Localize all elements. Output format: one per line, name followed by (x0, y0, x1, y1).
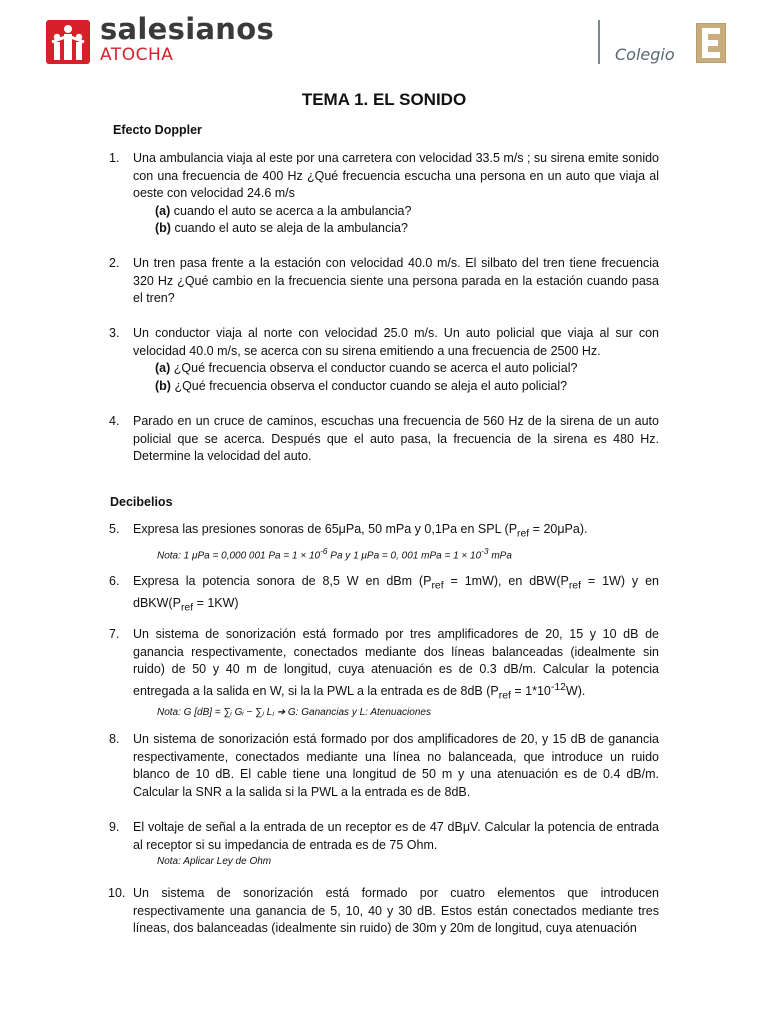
subscript: ref (517, 528, 530, 540)
question-note (157, 543, 659, 564)
question-part-a (155, 360, 659, 378)
subscript: ref (180, 602, 194, 614)
question-number: 10. (108, 886, 126, 900)
part-label: (b) (155, 378, 171, 393)
question-note: Nota: G [dB] = ∑ᵢ Gᵢ − ∑ⱼ Lⱼ ➔ G: Ganancias y L: Atenuaciones (157, 706, 431, 718)
part-text: ¿Qué frecuencia observa el conductor cuando se acerca el auto policial? (170, 361, 578, 375)
salesianos-logo-icon (46, 20, 90, 64)
subscript: ref (568, 580, 581, 592)
question-3 (109, 325, 659, 395)
question-part-a (155, 203, 659, 221)
section-heading-decibelios: Decibelios (110, 495, 173, 509)
question-text: Un sistema de sonorización está formado por cuatro elementos que introducen respectivamente una ganancia de 5, 10, 40 y 30 dB. Estos están conectados mediante tres líneas, dos balanceadas (idealmente sin ruido) de 30m y 20m de longitud, cuya atenuación (133, 886, 659, 935)
question-text: Una ambulancia viaja al este por una carretera con velocidad 33.5 m/s ; su sirena emite sonido con una frecuencia de 400 Hz ¿Qué frecuencia escucha una persona en un auto que viaja al oeste con velocidad 24.6 m/s (133, 151, 659, 200)
question-2 (109, 255, 659, 308)
question-number: 6. (109, 574, 120, 588)
text-part: = 1W) y en dBKW(P (133, 574, 659, 610)
part-text: cuando el auto se acerca a la ambulancia? (170, 203, 412, 218)
question-5 (109, 521, 659, 564)
superscript: -12 (550, 681, 566, 693)
colegio-e-logo-icon (696, 23, 726, 63)
superscript: -3 (481, 546, 489, 556)
text-part: = 20μPa). (529, 522, 588, 536)
question-1 (109, 150, 659, 238)
header-divider (598, 20, 600, 64)
question-text (133, 626, 659, 705)
subscript: ref (498, 690, 511, 702)
note-part: mPa (488, 550, 512, 562)
question-text: Un sistema de sonorización está formado por dos amplificadores de 20, y 15 dB de ganancia respectivamente, conectados mediante una línea no balanceada, que introduce un ruido blanco de 10 dB. El cable tiene una longitud de 50 m y una atenuación es de 0.4 dB/m. Calcular la SNR a la salida si la PWL a la entrada es de 8dB. (133, 732, 659, 799)
part-label: (a) (155, 361, 171, 375)
text-part: = 1mW), en dBW(P (443, 574, 569, 588)
part-text: cuando el auto se aleja de la ambulancia? (170, 221, 408, 235)
question-number: 5. (109, 522, 120, 536)
question-text: Parado en un cruce de caminos, escuchas una frecuencia de 560 Hz de la sirena de un auto policial que se acerca. Después que el auto pasa, la frecuencia de la sirena es 480 Hz. Determine la velocidad del auto. (133, 414, 659, 463)
colegio-label: Colegio (615, 45, 675, 64)
page-title: TEMA 1. EL SONIDO (301, 90, 467, 109)
question-8 (109, 731, 659, 801)
text-part: Expresa la potencia sonora de 8,5 W en dBm (P (133, 574, 432, 588)
question-number: 9. (109, 820, 120, 834)
question-10 (109, 885, 659, 938)
part-label: (a) (155, 203, 171, 218)
question-4 (109, 413, 659, 466)
subscript: ref (431, 580, 444, 592)
question-number: 1. (109, 151, 120, 165)
question-text (133, 573, 659, 617)
question-number: 7. (109, 627, 120, 641)
text-part: = 1*10 (510, 683, 551, 698)
question-part-b (155, 220, 659, 238)
question-text: Un tren pasa frente a la estación con velocidad 40.0 m/s. El silbato del tren tiene frecuencia 320 Hz ¿Qué cambio en la frecuencia siente una persona parada en la estación cuando pasa el tren? (133, 256, 659, 305)
superscript: -6 (320, 546, 328, 556)
question-text: El voltaje de señal a la entrada de un receptor es de 47 dBμV. Calcular la potencia de entrada al receptor si su impedancia de entrada es de 75 Ohm. (133, 820, 659, 852)
text-part: W). (565, 683, 586, 698)
question-number: 2. (109, 256, 120, 270)
note-part: Nota: 1 μPa = 0,000 001 Pa = 1 × 10 (157, 550, 321, 562)
question-part-b (155, 378, 659, 396)
text-part: Un sistema de sonorización está formado por tres amplificadores de 20, 15 y 10 dB de ganancia respectivamente, conectados mediante dos líneas balanceadas (idealmente sin ruido) de 50 y 40 m de longitud, cuya atenuación es de 0.3 dB/m. Calcular la potencia entregada a la salida en W, si la la PWL a la entrada es de 8dB (P (133, 627, 659, 698)
text-part: Expresa las presiones sonoras de 65μPa, 50 mPa y 0,1Pa en SPL (P (133, 522, 518, 536)
brand-name: salesianos (100, 12, 275, 46)
question-number: 8. (109, 732, 120, 746)
question-text (133, 521, 659, 543)
question-number: 4. (109, 414, 120, 428)
question-note: Nota: Aplicar Ley de Ohm (157, 856, 272, 867)
page-header (0, 0, 768, 80)
part-label: (b) (155, 221, 171, 235)
question-6 (109, 573, 659, 617)
brand-subtitle: ATOCHA (100, 45, 174, 65)
question-number: 3. (109, 326, 120, 340)
part-text: ¿Qué frecuencia observa el conductor cuando se aleja el auto policial? (170, 378, 568, 393)
note-part: Pa y 1 μPa = 0, 001 mPa = 1 × 10 (327, 550, 482, 562)
section-heading-doppler: Efecto Doppler (113, 123, 202, 137)
question-9 (109, 819, 659, 870)
text-part: = 1KW) (193, 596, 239, 610)
question-text: Un conductor viaja al norte con velocidad 25.0 m/s. Un auto policial que viaja al sur con velocidad 40.0 m/s, se acerca con su sirena emitiendo a una frecuencia de 2500 Hz. (133, 326, 659, 358)
question-7 (109, 626, 659, 721)
